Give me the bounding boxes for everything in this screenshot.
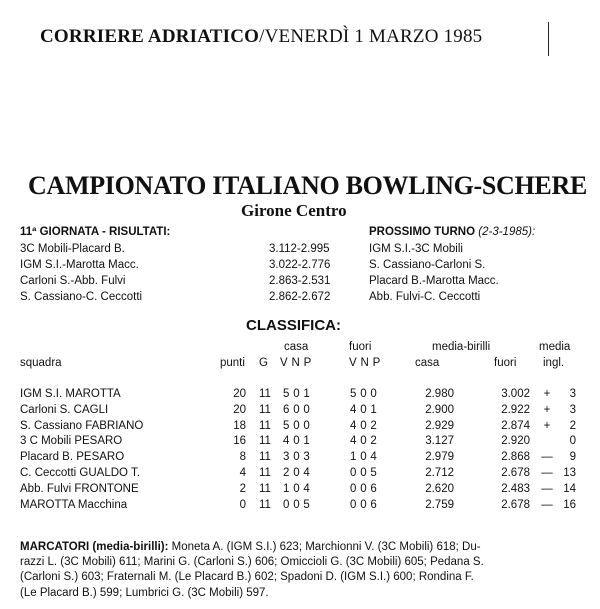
standings-team: 3 C Mobili PESARO [20,435,123,448]
standings-sign: + [543,419,551,432]
scorers-label: MARCATORI (media-birilli): [20,541,169,553]
standings-team: Placard B. PESARO [20,451,125,464]
scorers-line-4: (Le Placard B.) 599; Lumbrici G. (3C Mobili) 597. [20,586,269,599]
standings-casa: 3.127 [425,435,454,448]
header-punti: punti [220,357,245,369]
standings-away: 0 0 5 [350,467,378,479]
standings-fuori: 2.920 [501,435,530,448]
standings-g: 11 [259,403,271,416]
header-ingl: ingl. [543,357,565,369]
header-fuori-top: fuori [349,341,372,353]
standings-casa: 2.712 [425,467,454,479]
header-media-birilli: media-birilli [432,341,491,353]
standings-ingl: 14 [563,482,576,495]
newspaper-name: CORRIERE ADRIATICO [40,26,260,47]
result-score: 2.863-2.531 [269,275,331,287]
standings-casa: 2.929 [425,419,454,432]
scorers-line-3: (Carloni S.) 603; Fraternali M. (Le Placard B.) 602; Spadoni D. (IGM S.I.) 600; Rondina F. [20,571,474,584]
standings-away: 4 0 2 [350,419,378,432]
standings-g: 11 [259,451,271,464]
standings-home: 1 0 4 [283,482,311,495]
standings-punti: 16 [233,435,246,448]
article-title: CAMPIONATO ITALIANO BOWLING-SCHERE [28,171,587,200]
standings-fuori: 2.874 [501,419,530,432]
standings-ingl: 13 [563,467,576,479]
result-score: 3.022-2.776 [269,259,331,271]
next-round-match: S. Cassiano-Carloni S. [369,259,486,271]
standings-punti: 20 [233,403,246,416]
header-media: media [539,341,571,353]
standings-team: C. Ceccotti GUALDO T. [20,467,140,479]
scorers [20,540,484,601]
standings-ingl: 3 [569,388,576,400]
next-round-date: (2-3-1985): [478,226,536,238]
standings-g: 11 [259,482,271,495]
standings-sign: — [541,498,553,511]
standings-casa: 2.620 [425,482,454,495]
next-round-title: PROSSIMO TURNO [369,226,476,238]
standings-home: 0 0 5 [283,498,311,511]
standings-ingl: 3 [569,403,576,416]
standings-heading: CLASSIFICA: [246,317,341,334]
next-round-match: IGM S.I.-3C Mobili [369,243,463,255]
standings-casa: 2.900 [425,403,454,416]
header-casa-top: casa [284,341,309,353]
standings-g: 11 [259,435,271,448]
standings-fuori: 3.002 [501,388,530,400]
header-casa: casa [415,357,440,369]
standings-home: 6 0 0 [283,403,311,416]
standings-ingl: 2 [569,419,576,432]
standings-fuori: 2.922 [501,403,530,416]
standings-fuori: 2.678 [501,498,530,511]
standings-away: 5 0 0 [350,388,378,400]
header-squadra: squadra [20,357,62,369]
standings-punti: 2 [239,482,246,495]
standings-sign: + [543,403,551,416]
standings-casa: 2.980 [425,388,454,400]
standings-ingl: 9 [569,451,576,464]
standings-team: Carloni S. CAGLI [20,403,109,416]
standings-sign: — [541,451,553,464]
standings-punti: 18 [233,419,246,432]
standings-home: 3 0 3 [283,451,311,464]
standings-away: 0 0 6 [350,498,378,511]
standings-casa: 2.759 [425,498,454,511]
masthead [40,26,482,48]
standings-home: 5 0 1 [283,388,311,400]
standings-casa: 2.979 [425,451,454,464]
next-round-match: Placard B.-Marotta Macc. [369,275,499,287]
scorers-line-1 [20,540,484,555]
results-heading: 11ª GIORNATA - RISULTATI: [20,226,171,238]
standings-sign: — [541,467,553,479]
standings-home: 5 0 0 [283,419,311,432]
next-round-heading [369,225,535,241]
standings-punti: 8 [239,451,246,464]
standings-away: 4 0 2 [350,435,378,448]
scorers-line-2: razzi L. (3C Mobili) 611; Marini G. (Carloni S.) 606; Omiccioli G. (3C Mobili) 605; Pedana S. [20,556,484,569]
standings-ingl: 0 [569,435,576,448]
article-subtitle: Girone Centro [241,201,347,220]
header-vnp-home: V N P [280,357,312,369]
standings-away: 0 0 6 [350,482,378,495]
standings-fuori: 2.483 [501,482,530,495]
result-teams: S. Cassiano-C. Ceccotti [20,291,143,303]
result-teams: 3C Mobili-Placard B. [20,243,125,255]
standings-team: S. Cassiano FABRIANO [20,419,144,432]
standings-fuori: 2.868 [501,451,530,464]
result-score: 2.862-2.672 [269,291,331,303]
standings-team: MAROTTA Macchina [20,498,128,511]
scorers-text-1: Moneta A. (IGM S.I.) 623; Marchionni V. (3C Mobili) 618; Du- [168,541,481,553]
standings-ingl: 16 [563,498,576,511]
standings-sign: + [543,388,551,400]
result-score: 3.112-2.995 [269,243,330,255]
header-fuori: fuori [494,357,517,369]
standings-punti: 0 [239,498,246,511]
standings-team: IGM S.I. MAROTTA [20,388,121,400]
standings-away: 4 0 1 [350,403,378,416]
standings-fuori: 2.678 [501,467,530,479]
standings-g: 11 [259,388,271,400]
standings-team: Abb. Fulvi FRONTONE [20,482,139,495]
standings-home: 4 0 1 [283,435,311,448]
standings-g: 11 [259,419,271,432]
standings-punti: 4 [239,467,246,479]
masthead-date: /VENERDÌ 1 MARZO 1985 [259,26,483,47]
standings-away: 1 0 4 [350,451,378,464]
column-rule [548,22,549,56]
result-teams: Carloni S.-Abb. Fulvi [20,275,126,287]
standings-sign: — [541,482,553,495]
header-vnp-away: V N P [349,357,381,369]
next-round-match: Abb. Fulvi-C. Ceccotti [369,291,481,303]
standings-g: 11 [259,467,271,479]
result-teams: IGM S.I.-Marotta Macc. [20,259,139,271]
standings-home: 2 0 4 [283,467,311,479]
header-g: G [259,357,268,369]
standings-g: 11 [259,498,271,511]
standings-punti: 20 [233,388,246,400]
